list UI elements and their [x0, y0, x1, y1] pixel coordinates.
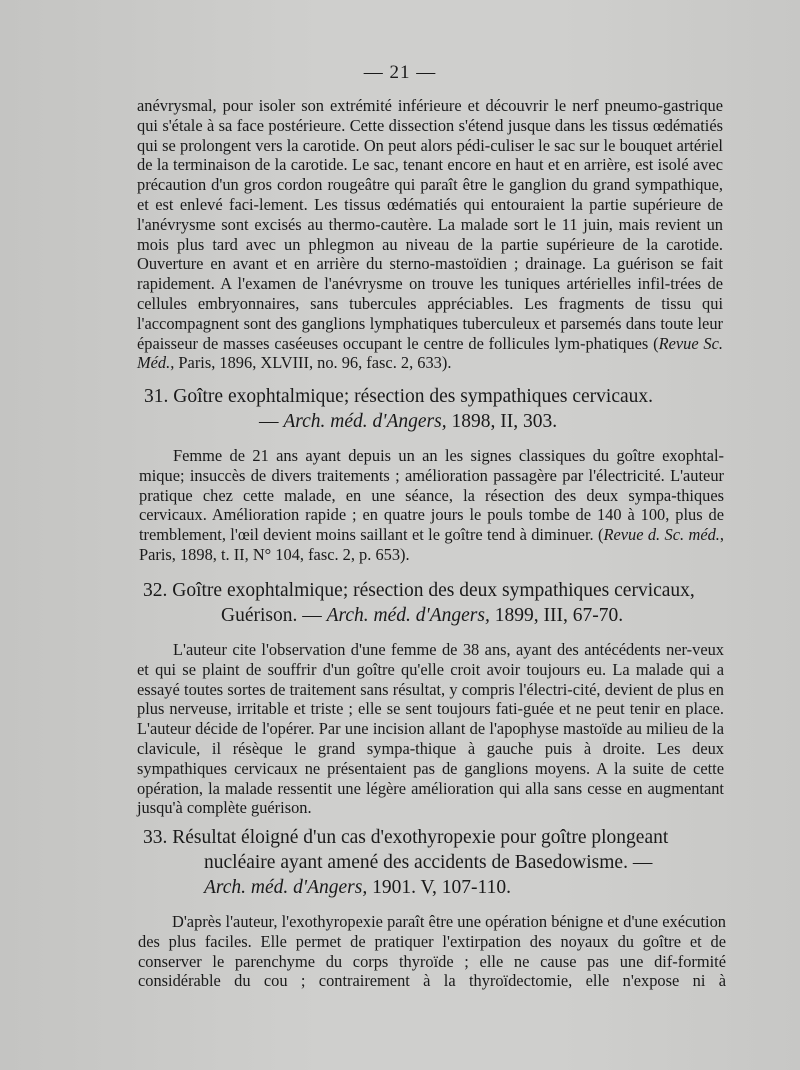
intro-text-end: , Paris, 1896, XLVIII, no. 96, fasc. 2, 633). [170, 353, 452, 373]
heading-33 [143, 825, 733, 900]
heading-33-line1: 33. Résultat éloigné d'un cas d'exothyropexie pour goître plongeant [143, 827, 669, 848]
paragraph-32-text: L'auteur cite l'observation d'une femme de 38 ans, ayant des antécédents ner-veux et qui se plaint de souffrir d'un goître qu'elle croit avoir toujours eu. La malade qui a essayé toutes sortes de traitement sans résultat, y compris l'électri-cité, devient de plus en plus nerveuse, irritable et triste ; elle se sent toujours fati-guée et ne peut tenir en place. L'auteur décide de l'opérer. Par une incision allant de l'apophyse mastoïde au milieu de la clavicule, il résèque le grand sympa-thique à gauche puis à droite. Les deux sympathiques cervicaux ne présentaient pas de ganglions moyens. A la suite de cette opération, la malade ressentit une légère amélioration qui alla sans cesse en augmentant jusqu'à complète guérison. [137, 640, 724, 818]
paragraph-33-text: D'après l'auteur, l'exothyropexie paraît être une opération bénigne et d'une exécution des plus faciles. Elle permet de pratiquer l'extirpation des noyaux du goître et de conserver le parenchyme du corps thyroïde ; elle ne cause pas une dif-formité considérable du cou ; contrairement à la thyroïdectomie, elle n'expose ni à [138, 912, 726, 991]
heading-31-line1: 31. Goître exophtalmique; résection des sympathiques cervicaux. [144, 386, 654, 407]
heading-33-journal: Arch. méd. d'Angers, [204, 877, 368, 898]
paragraph-31-source: Revue d. Sc. méd. [603, 525, 720, 545]
intro-paragraph [137, 96, 723, 373]
intro-text: anévrysmal, pour isoler son extrémité inférieure et découvrir le nerf pneumo-gastrique qui s'étale à sa face postérieure. Cette dissection s'étend jusque dans les tissus œdématiés qui se prolongent vers la carotide. On peut alors pédi-culiser le sac sur le bouquet artériel de la terminaison de la carotide. Le sac, tenant encore en haut et en arrière, est isolé avec précaution d'un gros cordon rougeâtre qui paraît être le ganglion du grand sympathique, et est enlevé faci-lement. Les tissus œdématiés qui entouraient la partie supérieure de l'anévrysme sont excisés au thermo-cautère. La malade sort le 11 juin, mais revient un mois plus tard avec un phlegmon au niveau de la partie supérieure de la carotide. Ouverture en avant et en arrière du sterno-mastoïdien ; drainage. La guérison se fait rapidement. A l'examen de l'anévrysme on trouve les tuniques artérielles infil-trées de cellules embryonnaires, sans tubercules appréciables. Les fragments de tissu qui l'accompagnent sont des ganglions lymphatiques tuberculeux et parsemés dans toute leur épaisseur de masses caséeuses occupant le centre de follicules lym-phatiques ( [137, 96, 723, 353]
heading-32-journal: Arch. méd. d'Angers, [326, 605, 490, 626]
heading-32-line2: Guérison. — [221, 605, 327, 626]
heading-33-ref: 1901. V, 107-110. [367, 877, 511, 898]
paragraph-31 [139, 446, 724, 565]
heading-32-ref: 1899, III, 67-70. [489, 605, 624, 626]
heading-31-dash: — [259, 411, 284, 432]
heading-31-journal: Arch. méd. d'Angers, [283, 411, 447, 432]
heading-33-line2: nucléaire ayant amené des accidents de Basedowisme. — [204, 852, 653, 873]
paragraph-31-text-end: , Paris, 1898, t. II, N° 104, fasc. 2, p. 653). [139, 525, 725, 564]
heading-32 [143, 578, 753, 628]
paragraph-31-text: Femme de 21 ans ayant depuis un an les signes classiques du goître exophtal-mique; insuccès de divers traitements ; amélioration passagère par l'électricité. L'auteur pratique chez cette malade, en une séance, la résection des deux sympa-thiques cervicaux. Amélioration rapide ; en quatre jours le pouls tombe de 140 à 100, plus de tremblement, l'œil devient moins saillant et le goître tend à diminuer. ( [139, 446, 724, 545]
page-number: — 21 — [363, 62, 437, 83]
paragraph-33 [138, 912, 726, 991]
heading-31 [144, 384, 744, 434]
heading-31-ref: 1898, II, 303. [446, 411, 558, 432]
heading-32-line1: 32. Goître exophtalmique; résection des deux sympathiques cervicaux, [143, 580, 695, 601]
intro-source: Revue Sc. Méd. [137, 333, 723, 373]
paragraph-32 [137, 640, 724, 818]
